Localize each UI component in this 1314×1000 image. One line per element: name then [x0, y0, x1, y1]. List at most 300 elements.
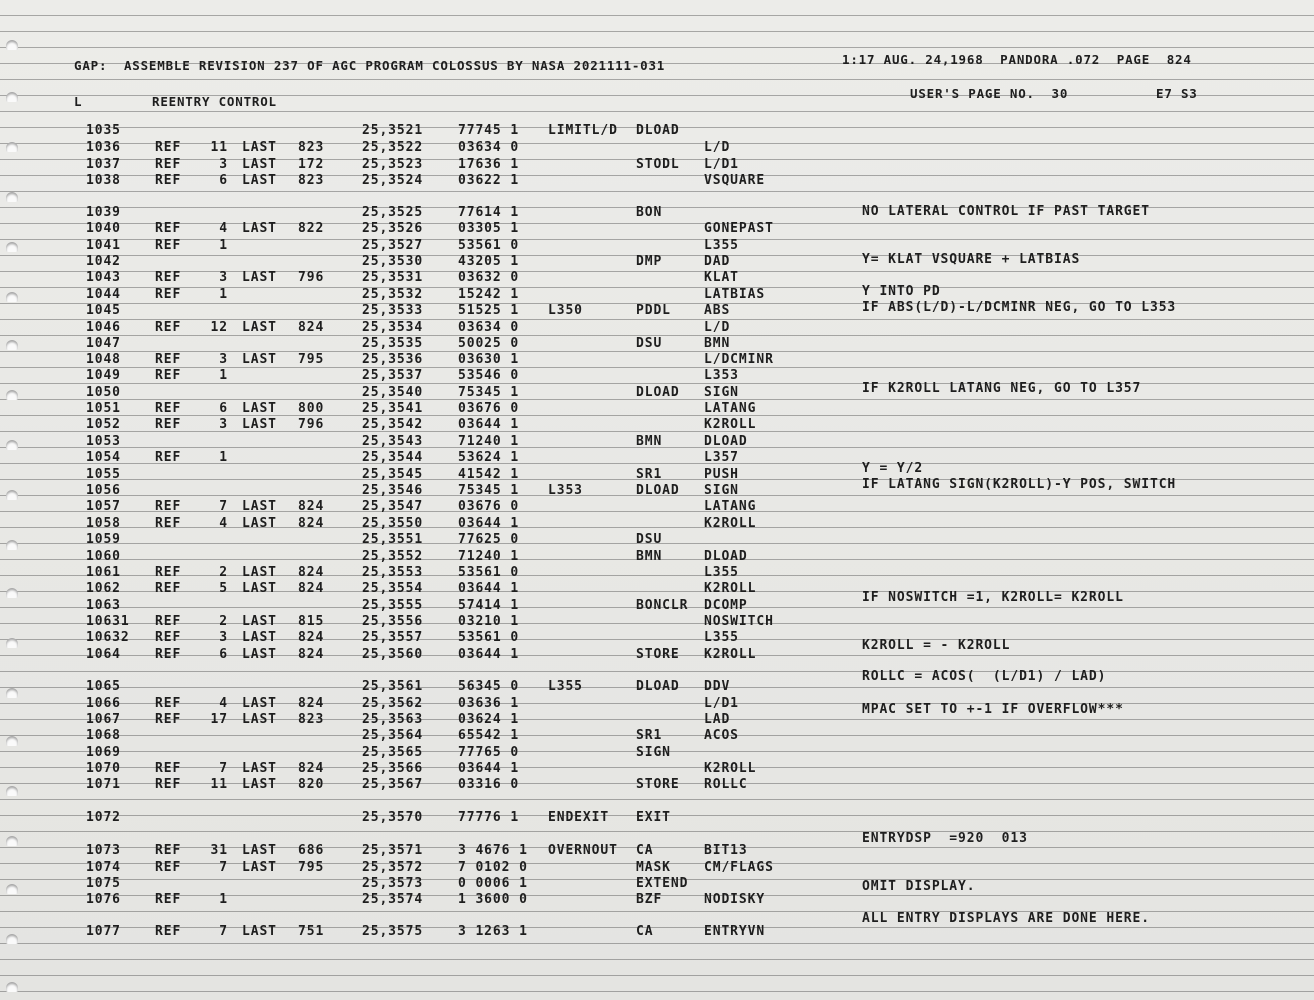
opcode: BONCLR	[636, 598, 689, 613]
octal-word: 53624 1	[458, 450, 520, 465]
opcode: CA	[636, 843, 654, 858]
line-number: 1056	[86, 483, 121, 498]
octal-word: 17636 1	[458, 157, 520, 172]
ref-keyword: REF	[155, 647, 182, 662]
line-number: 1060	[86, 549, 121, 564]
octal-word: 53561 0	[458, 630, 520, 645]
line-number: 1037	[86, 157, 121, 172]
operand: K2ROLL	[704, 647, 757, 662]
operand: ROLLC	[704, 777, 748, 792]
address: 25,3542	[362, 417, 424, 432]
address: 25,3524	[362, 173, 424, 188]
line-number: 1055	[86, 467, 121, 482]
last-page: 822	[298, 221, 325, 236]
line-number: 1069	[86, 745, 121, 760]
octal-word: 0 0006 1	[458, 876, 528, 891]
opcode: STODL	[636, 157, 680, 172]
address: 25,3572	[362, 860, 424, 875]
feed-hole	[6, 688, 18, 698]
opcode: STORE	[636, 647, 680, 662]
comment: OMIT DISPLAY.	[862, 879, 976, 895]
octal-word: 7 0102 0	[458, 860, 528, 875]
last-keyword: LAST	[242, 581, 277, 596]
octal-word: 71240 1	[458, 549, 520, 564]
feed-hole	[6, 736, 18, 746]
address: 25,3570	[362, 810, 424, 825]
address: 25,3571	[362, 843, 424, 858]
operand: L355	[704, 238, 739, 253]
last-keyword: LAST	[242, 417, 277, 432]
operand: GONEPAST	[704, 221, 774, 236]
ref-count: 3	[219, 270, 228, 285]
address: 25,3553	[362, 565, 424, 580]
label: ENDEXIT	[548, 810, 610, 825]
feed-hole	[6, 440, 18, 450]
line-number: 1047	[86, 336, 121, 351]
operand: KLAT	[704, 270, 739, 285]
line-number: 1054	[86, 450, 121, 465]
last-page: 824	[298, 761, 325, 776]
operand: DLOAD	[704, 549, 748, 564]
octal-word: 1 3600 0	[458, 892, 528, 907]
last-page: 820	[298, 777, 325, 792]
octal-word: 77745 1	[458, 123, 520, 138]
operand: K2ROLL	[704, 516, 757, 531]
octal-word: 75345 1	[458, 385, 520, 400]
ref-keyword: REF	[155, 860, 182, 875]
operand: DCOMP	[704, 598, 748, 613]
opcode: EXTEND	[636, 876, 689, 891]
label: L353	[548, 483, 583, 498]
feed-hole	[6, 884, 18, 894]
header-date-page: 1:17 AUG. 24,1968 PANDORA .072 PAGE 824	[842, 52, 1192, 67]
line-number: 1051	[86, 401, 121, 416]
operand: L/D1	[704, 696, 739, 711]
opcode: EXIT	[636, 810, 671, 825]
ref-count: 3	[219, 352, 228, 367]
last-keyword: LAST	[242, 499, 277, 514]
octal-word: 77625 0	[458, 532, 520, 547]
line-number: 1041	[86, 238, 121, 253]
ref-count: 1	[219, 238, 228, 253]
ref-count: 7	[219, 499, 228, 514]
ref-count: 1	[219, 892, 228, 907]
label: L355	[548, 679, 583, 694]
opcode: MASK	[636, 860, 671, 875]
ref-keyword: REF	[155, 777, 182, 792]
comment: Y= KLAT VSQUARE + LATBIAS	[862, 251, 1081, 267]
line-number: 1049	[86, 368, 121, 383]
line-number: 1035	[86, 123, 121, 138]
comment: IF NOSWITCH =1, K2ROLL= K2ROLL	[862, 589, 1124, 605]
octal-word: 75345 1	[458, 483, 520, 498]
operand: SIGN	[704, 385, 739, 400]
ref-keyword: REF	[155, 843, 182, 858]
comment: ENTRYDSP =920 013	[862, 831, 1028, 846]
feed-hole	[6, 786, 18, 796]
ref-keyword: REF	[155, 157, 182, 172]
last-page: 823	[298, 173, 325, 188]
address: 25,3545	[362, 467, 424, 482]
last-page: 824	[298, 630, 325, 645]
address: 25,3525	[362, 205, 424, 220]
last-page: 800	[298, 401, 325, 416]
last-page: 824	[298, 696, 325, 711]
line-number: 1046	[86, 320, 121, 335]
feed-hole	[6, 638, 18, 648]
label: L350	[548, 303, 583, 318]
operand: L355	[704, 630, 739, 645]
opcode: DMP	[636, 254, 663, 269]
last-page: 824	[298, 320, 325, 335]
last-page: 823	[298, 140, 325, 155]
feed-hole	[6, 40, 18, 50]
ref-keyword: REF	[155, 924, 182, 939]
opcode: BON	[636, 205, 663, 220]
last-keyword: LAST	[242, 712, 277, 727]
address: 25,3546	[362, 483, 424, 498]
address: 25,3527	[362, 238, 424, 253]
last-keyword: LAST	[242, 401, 277, 416]
line-number: 1077	[86, 924, 121, 939]
octal-word: 56345 0	[458, 679, 520, 694]
address: 25,3550	[362, 516, 424, 531]
opcode: DLOAD	[636, 385, 680, 400]
octal-word: 51525 1	[458, 303, 520, 318]
ref-keyword: REF	[155, 450, 182, 465]
header-code: E7 S3	[1156, 86, 1198, 101]
ref-keyword: REF	[155, 417, 182, 432]
ref-count: 2	[219, 565, 228, 580]
last-page: 824	[298, 565, 325, 580]
operand: BIT13	[704, 843, 748, 858]
operand: NOSWITCH	[704, 614, 774, 629]
operand: L/D	[704, 140, 731, 155]
last-keyword: LAST	[242, 696, 277, 711]
ref-count: 31	[210, 843, 228, 858]
octal-word: 50025 0	[458, 336, 520, 351]
octal-word: 03644 1	[458, 581, 520, 596]
label: OVERNOUT	[548, 843, 618, 858]
address: 25,3563	[362, 712, 424, 727]
header-mode: L	[74, 94, 83, 109]
opcode: DLOAD	[636, 123, 680, 138]
octal-word: 15242 1	[458, 287, 520, 302]
address: 25,3540	[362, 385, 424, 400]
address: 25,3566	[362, 761, 424, 776]
opcode: BZF	[636, 892, 663, 907]
ref-count: 2	[219, 614, 228, 629]
feed-hole	[6, 340, 18, 350]
last-page: 686	[298, 843, 325, 858]
line-number: 1064	[86, 647, 121, 662]
ref-keyword: REF	[155, 320, 182, 335]
last-page: 751	[298, 924, 325, 939]
octal-word: 03210 1	[458, 614, 520, 629]
operand: NODISKY	[704, 892, 766, 907]
octal-word: 03622 1	[458, 173, 520, 188]
operand: ABS	[704, 303, 731, 318]
operand: VSQUARE	[704, 173, 766, 188]
feed-hole	[6, 242, 18, 252]
octal-word: 03676 0	[458, 499, 520, 514]
line-number: 1061	[86, 565, 121, 580]
address: 25,3534	[362, 320, 424, 335]
comment: IF LATANG SIGN(K2ROLL)-Y POS, SWITCH	[862, 476, 1177, 492]
operand: K2ROLL	[704, 417, 757, 432]
last-keyword: LAST	[242, 761, 277, 776]
operand: L353	[704, 368, 739, 383]
ref-count: 3	[219, 630, 228, 645]
ref-count: 7	[219, 761, 228, 776]
last-keyword: LAST	[242, 352, 277, 367]
octal-word: 03644 1	[458, 417, 520, 432]
line-number: 1063	[86, 598, 121, 613]
address: 25,3533	[362, 303, 424, 318]
opcode: DSU	[636, 336, 663, 351]
line-number: 1053	[86, 434, 121, 449]
octal-word: 03636 1	[458, 696, 520, 711]
line-number: 1065	[86, 679, 121, 694]
feed-hole	[6, 390, 18, 400]
address: 25,3557	[362, 630, 424, 645]
operand: LATBIAS	[704, 287, 766, 302]
address: 25,3535	[362, 336, 424, 351]
ref-count: 5	[219, 581, 228, 596]
octal-word: 77765 0	[458, 745, 520, 760]
octal-word: 53546 0	[458, 368, 520, 383]
address: 25,3523	[362, 157, 424, 172]
ref-count: 4	[219, 221, 228, 236]
feed-hole	[6, 836, 18, 846]
comment: K2ROLL = - K2ROLL	[862, 637, 1011, 653]
last-keyword: LAST	[242, 320, 277, 335]
address: 25,3526	[362, 221, 424, 236]
line-number: 1042	[86, 254, 121, 269]
line-number: 1074	[86, 860, 121, 875]
operand: L357	[704, 450, 739, 465]
operand: LATANG	[704, 401, 757, 416]
last-page: 824	[298, 581, 325, 596]
octal-word: 03630 1	[458, 352, 520, 367]
opcode: STORE	[636, 777, 680, 792]
ref-count: 4	[219, 516, 228, 531]
address: 25,3547	[362, 499, 424, 514]
octal-word: 53561 0	[458, 565, 520, 580]
last-page: 172	[298, 157, 325, 172]
octal-word: 03316 0	[458, 777, 520, 792]
line-number: 1058	[86, 516, 121, 531]
ref-count: 3	[219, 417, 228, 432]
line-number: 1073	[86, 843, 121, 858]
header-users-page: USER'S PAGE NO. 30	[910, 86, 1069, 101]
ref-keyword: REF	[155, 565, 182, 580]
ref-keyword: REF	[155, 614, 182, 629]
last-keyword: LAST	[242, 647, 277, 662]
ref-keyword: REF	[155, 581, 182, 596]
last-keyword: LAST	[242, 924, 277, 939]
octal-word: 71240 1	[458, 434, 520, 449]
address: 25,3567	[362, 777, 424, 792]
operand: DLOAD	[704, 434, 748, 449]
octal-word: 3 4676 1	[458, 843, 528, 858]
last-page: 795	[298, 352, 325, 367]
comment: IF ABS(L/D)-L/DCMINR NEG, GO TO L353	[862, 300, 1177, 315]
last-page: 815	[298, 614, 325, 629]
line-number: 1075	[86, 876, 121, 891]
opcode: DLOAD	[636, 679, 680, 694]
opcode: SR1	[636, 467, 663, 482]
line-number: 1052	[86, 417, 121, 432]
address: 25,3531	[362, 270, 424, 285]
feed-hole	[6, 934, 18, 944]
last-keyword: LAST	[242, 565, 277, 580]
octal-word: 41542 1	[458, 467, 520, 482]
last-page: 823	[298, 712, 325, 727]
operand: LATANG	[704, 499, 757, 514]
ref-count: 1	[219, 287, 228, 302]
line-number: 1072	[86, 810, 121, 825]
address: 25,3564	[362, 728, 424, 743]
last-keyword: LAST	[242, 221, 277, 236]
ref-keyword: REF	[155, 287, 182, 302]
operand: L/D1	[704, 157, 739, 172]
operand: L355	[704, 565, 739, 580]
last-page: 824	[298, 499, 325, 514]
line-number: 1044	[86, 287, 121, 302]
last-keyword: LAST	[242, 157, 277, 172]
octal-word: 03644 1	[458, 761, 520, 776]
last-keyword: LAST	[242, 843, 277, 858]
last-keyword: LAST	[242, 614, 277, 629]
opcode: DSU	[636, 532, 663, 547]
feed-hole	[6, 982, 18, 992]
label: LIMITL/D	[548, 123, 618, 138]
line-number: 1071	[86, 777, 121, 792]
ref-keyword: REF	[155, 761, 182, 776]
address: 25,3555	[362, 598, 424, 613]
octal-word: 03624 1	[458, 712, 520, 727]
opcode: SR1	[636, 728, 663, 743]
line-number: 10632	[86, 630, 130, 645]
ref-count: 7	[219, 924, 228, 939]
line-number: 1070	[86, 761, 121, 776]
last-page: 824	[298, 516, 325, 531]
comment: Y = Y/2	[862, 461, 924, 476]
line-number: 1076	[86, 892, 121, 907]
ref-keyword: REF	[155, 892, 182, 907]
ref-keyword: REF	[155, 173, 182, 188]
line-number: 1067	[86, 712, 121, 727]
address: 25,3565	[362, 745, 424, 760]
address: 25,3543	[362, 434, 424, 449]
ref-count: 6	[219, 647, 228, 662]
operand: ACOS	[704, 728, 739, 743]
line-number: 1048	[86, 352, 121, 367]
last-keyword: LAST	[242, 270, 277, 285]
last-keyword: LAST	[242, 516, 277, 531]
ref-keyword: REF	[155, 270, 182, 285]
line-number: 1036	[86, 140, 121, 155]
last-keyword: LAST	[242, 173, 277, 188]
ref-count: 4	[219, 696, 228, 711]
ref-count: 11	[210, 777, 228, 792]
octal-word: 03676 0	[458, 401, 520, 416]
last-page: 796	[298, 417, 325, 432]
tractor-feed-holes	[0, 0, 30, 1000]
octal-word: 03634 0	[458, 140, 520, 155]
octal-word: 03644 1	[458, 516, 520, 531]
address: 25,3544	[362, 450, 424, 465]
ref-count: 6	[219, 173, 228, 188]
header-title: GAP: ASSEMBLE REVISION 237 OF AGC PROGRAM COLOSSUS BY NASA 2021111-031	[74, 58, 666, 73]
address: 25,3521	[362, 123, 424, 138]
line-number: 1068	[86, 728, 121, 743]
feed-hole	[6, 490, 18, 500]
operand: PUSH	[704, 467, 739, 482]
ref-keyword: REF	[155, 696, 182, 711]
line-number: 1038	[86, 173, 121, 188]
line-number: 1040	[86, 221, 121, 236]
address: 25,3573	[362, 876, 424, 891]
feed-hole	[6, 292, 18, 302]
address: 25,3574	[362, 892, 424, 907]
operand: BMN	[704, 336, 731, 351]
last-page: 824	[298, 647, 325, 662]
feed-hole	[6, 540, 18, 550]
line-number: 1057	[86, 499, 121, 514]
octal-word: 03305 1	[458, 221, 520, 236]
opcode: PDDL	[636, 303, 671, 318]
line-number: 1066	[86, 696, 121, 711]
operand: CM/FLAGS	[704, 860, 774, 875]
ref-keyword: REF	[155, 238, 182, 253]
address: 25,3575	[362, 924, 424, 939]
ref-count: 1	[219, 450, 228, 465]
octal-word: 3 1263 1	[458, 924, 528, 939]
address: 25,3561	[362, 679, 424, 694]
address: 25,3552	[362, 549, 424, 564]
octal-word: 65542 1	[458, 728, 520, 743]
last-keyword: LAST	[242, 140, 277, 155]
comment: ALL ENTRY DISPLAYS ARE DONE HERE.	[862, 910, 1150, 926]
ref-keyword: REF	[155, 712, 182, 727]
octal-word: 03644 1	[458, 647, 520, 662]
last-keyword: LAST	[242, 630, 277, 645]
ref-count: 3	[219, 157, 228, 172]
octal-word: 77614 1	[458, 205, 520, 220]
comment: MPAC SET TO +-1 IF OVERFLOW***	[862, 701, 1124, 717]
comment: IF K2ROLL LATANG NEG, GO TO L357	[862, 380, 1142, 396]
last-keyword: LAST	[242, 777, 277, 792]
operand: SIGN	[704, 483, 739, 498]
line-number: 1050	[86, 385, 121, 400]
comment: Y INTO PD	[862, 284, 941, 300]
address: 25,3537	[362, 368, 424, 383]
line-number: 1059	[86, 532, 121, 547]
line-number: 1045	[86, 303, 121, 318]
opcode: SIGN	[636, 745, 671, 760]
ref-count: 12	[210, 320, 228, 335]
operand: L/D	[704, 320, 731, 335]
operand: L/DCMINR	[704, 352, 774, 367]
line-number: 1039	[86, 205, 121, 220]
address: 25,3562	[362, 696, 424, 711]
octal-word: 77776 1	[458, 810, 520, 825]
ref-keyword: REF	[155, 368, 182, 383]
ref-keyword: REF	[155, 221, 182, 236]
opcode: CA	[636, 924, 654, 939]
